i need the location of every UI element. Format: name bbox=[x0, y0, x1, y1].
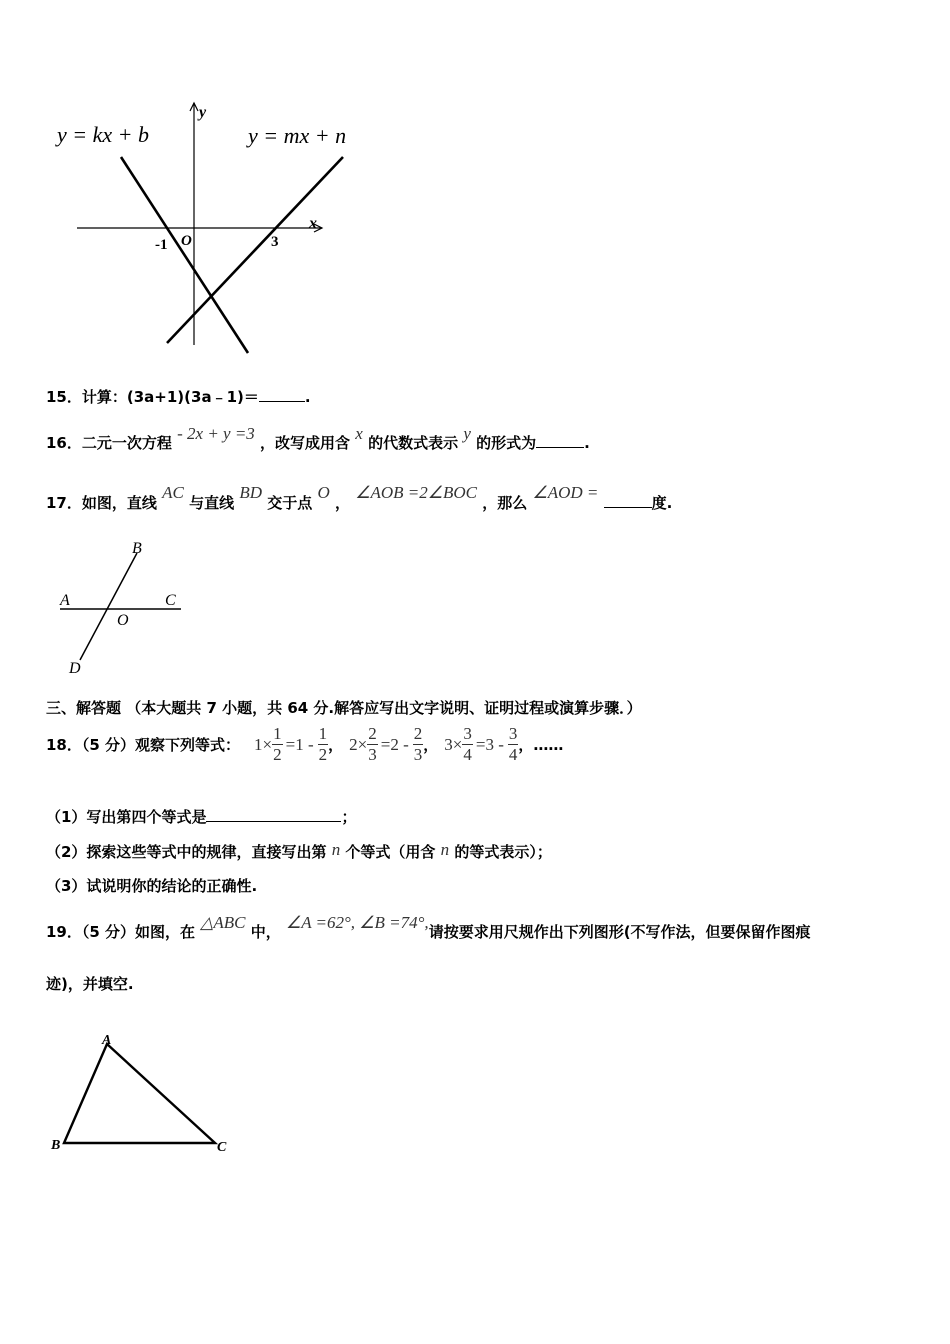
q18-p2-var-n: n bbox=[331, 840, 341, 859]
eq-mx-n-label: y = mx + n bbox=[248, 123, 347, 148]
q17-prefix: 17．如图，直线 bbox=[46, 494, 157, 512]
q18-eq1-mid: =1 - bbox=[285, 734, 314, 754]
q18-prefix: 18．（5 分）观察下列等式： bbox=[46, 736, 241, 754]
q18-sep-1: ， bbox=[328, 736, 344, 754]
tick-3-label: 3 bbox=[271, 234, 279, 250]
denominator: 4 bbox=[463, 745, 472, 764]
section-3-header: 三、解答题 （本大题共 7 小题，共 64 分.解答应写出文字说明、证明过程或演算步骤．） bbox=[46, 699, 642, 717]
q18-sep-2: ， bbox=[423, 736, 439, 754]
numerator: 2 bbox=[368, 724, 377, 743]
q17-suffix: 度. bbox=[651, 494, 673, 512]
q18-eq2-fraction2 bbox=[413, 724, 424, 765]
q15-text: 15．计算：(3a+1)(3a﹣1)＝ bbox=[46, 388, 259, 406]
q17-line-ac: AC bbox=[162, 483, 184, 502]
q17-comma: ， bbox=[335, 494, 351, 512]
q18-eq1-fraction2 bbox=[318, 724, 329, 765]
q16-suffix: 的形式为 bbox=[476, 434, 537, 452]
q18-part-3: （3）试说明你的结论的正确性. bbox=[46, 877, 258, 895]
point-a-label: A bbox=[60, 592, 70, 609]
q16-equation: - 2x + y =3 bbox=[177, 424, 255, 443]
intersecting-lines-figure bbox=[55, 535, 195, 680]
linear-functions-figure bbox=[45, 95, 365, 365]
q15-tail: . bbox=[304, 388, 311, 406]
denominator: 3 bbox=[368, 745, 377, 764]
numerator: 1 bbox=[273, 724, 282, 743]
q18-p2-var-n2: n bbox=[440, 840, 450, 859]
q18-part-1 bbox=[46, 806, 356, 827]
q18-p1-text: （1）写出第四个等式是 bbox=[46, 808, 207, 826]
q17-angle-question: ∠AOD = bbox=[532, 483, 599, 502]
denominator: 2 bbox=[273, 745, 282, 764]
point-c-label: C bbox=[165, 592, 176, 609]
vertex-c-label: C bbox=[217, 1140, 227, 1155]
question-15 bbox=[46, 386, 311, 407]
tick-neg1-label: -1 bbox=[155, 237, 168, 253]
q16-mid2: 的代数式表示 bbox=[368, 434, 459, 452]
denominator: 3 bbox=[413, 745, 423, 764]
q18-p1-answer-blank bbox=[206, 807, 341, 822]
q18-eq2-mid: =2 - bbox=[380, 734, 409, 754]
denominator: 2 bbox=[318, 745, 328, 764]
numerator: 3 bbox=[463, 724, 472, 743]
q16-var-x: x bbox=[355, 424, 363, 443]
numerator: 3 bbox=[508, 724, 518, 743]
q16-answer-blank bbox=[536, 433, 584, 448]
q19-suffix: 请按要求用尺规作出下列图形(不写作法，但要保留作图痕 bbox=[428, 923, 811, 941]
question-16 bbox=[46, 424, 590, 453]
numerator: 1 bbox=[318, 724, 328, 743]
q19-mid: 中， bbox=[250, 923, 281, 941]
q18-p2-a: （2）探索这些等式中的规律，直接写出第 bbox=[46, 843, 327, 861]
eq-kx-b-label: y = kx + b bbox=[57, 122, 149, 147]
q16-mid: ，改写成用含 bbox=[260, 434, 351, 452]
question-17 bbox=[46, 483, 673, 513]
q19-triangle: △ABC bbox=[200, 913, 246, 932]
triangle-abc bbox=[64, 1044, 215, 1143]
q17-mid1: 与直线 bbox=[189, 494, 235, 512]
question-18 bbox=[46, 724, 563, 765]
q18-eq3-fraction1 bbox=[462, 724, 473, 765]
q17-mid3: ，那么 bbox=[482, 494, 528, 512]
q18-eq2-left: 2× bbox=[349, 734, 368, 754]
q18-part-2 bbox=[46, 841, 552, 862]
vertex-b-label: B bbox=[51, 1138, 61, 1153]
q17-line-bd: BD bbox=[239, 483, 262, 502]
q18-eq1-fraction1 bbox=[272, 724, 283, 765]
q18-p2-c: 的等式表示）； bbox=[454, 843, 552, 861]
line-bd bbox=[80, 553, 137, 660]
numerator: 2 bbox=[413, 724, 423, 743]
q18-p1-tail: ； bbox=[341, 808, 357, 826]
q17-answer-blank bbox=[604, 493, 652, 508]
question-19 bbox=[46, 913, 811, 942]
y-axis-label: y bbox=[199, 104, 207, 121]
triangle-abc-figure bbox=[45, 1030, 245, 1160]
q17-point-o: O bbox=[317, 483, 330, 502]
q19-line-2: 迹)，并填空. bbox=[46, 975, 134, 993]
vertex-a-label: A bbox=[102, 1033, 112, 1048]
q18-eq2-fraction1 bbox=[367, 724, 378, 765]
q19-angles: ∠A =62°, ∠B =74°, bbox=[285, 913, 429, 932]
q17-angle-relation: ∠AOB =2∠BOC bbox=[355, 483, 477, 502]
denominator: 4 bbox=[508, 745, 518, 764]
q15-answer-blank bbox=[259, 387, 305, 402]
point-o-label: O bbox=[117, 612, 129, 629]
x-axis-label: x bbox=[309, 215, 317, 232]
q18-eq3-mid: =3 - bbox=[475, 734, 504, 754]
q18-eq3-fraction2 bbox=[508, 724, 519, 765]
q18-p2-b: 个等式（用含 bbox=[345, 843, 436, 861]
point-b-label: B bbox=[132, 540, 142, 557]
q18-ellipsis: ，…… bbox=[518, 736, 564, 754]
origin-label: O bbox=[181, 233, 192, 249]
point-d-label: D bbox=[69, 660, 81, 677]
q16-prefix: 16．二元一次方程 bbox=[46, 434, 172, 452]
q16-var-y: y bbox=[463, 424, 471, 443]
q19-prefix: 19．（5 分）如图，在 bbox=[46, 923, 196, 941]
q17-mid2: 交于点 bbox=[267, 494, 313, 512]
q18-eq3-left: 3× bbox=[444, 734, 463, 754]
q16-tail: . bbox=[584, 434, 590, 452]
q18-eq1-left: 1× bbox=[254, 734, 273, 754]
